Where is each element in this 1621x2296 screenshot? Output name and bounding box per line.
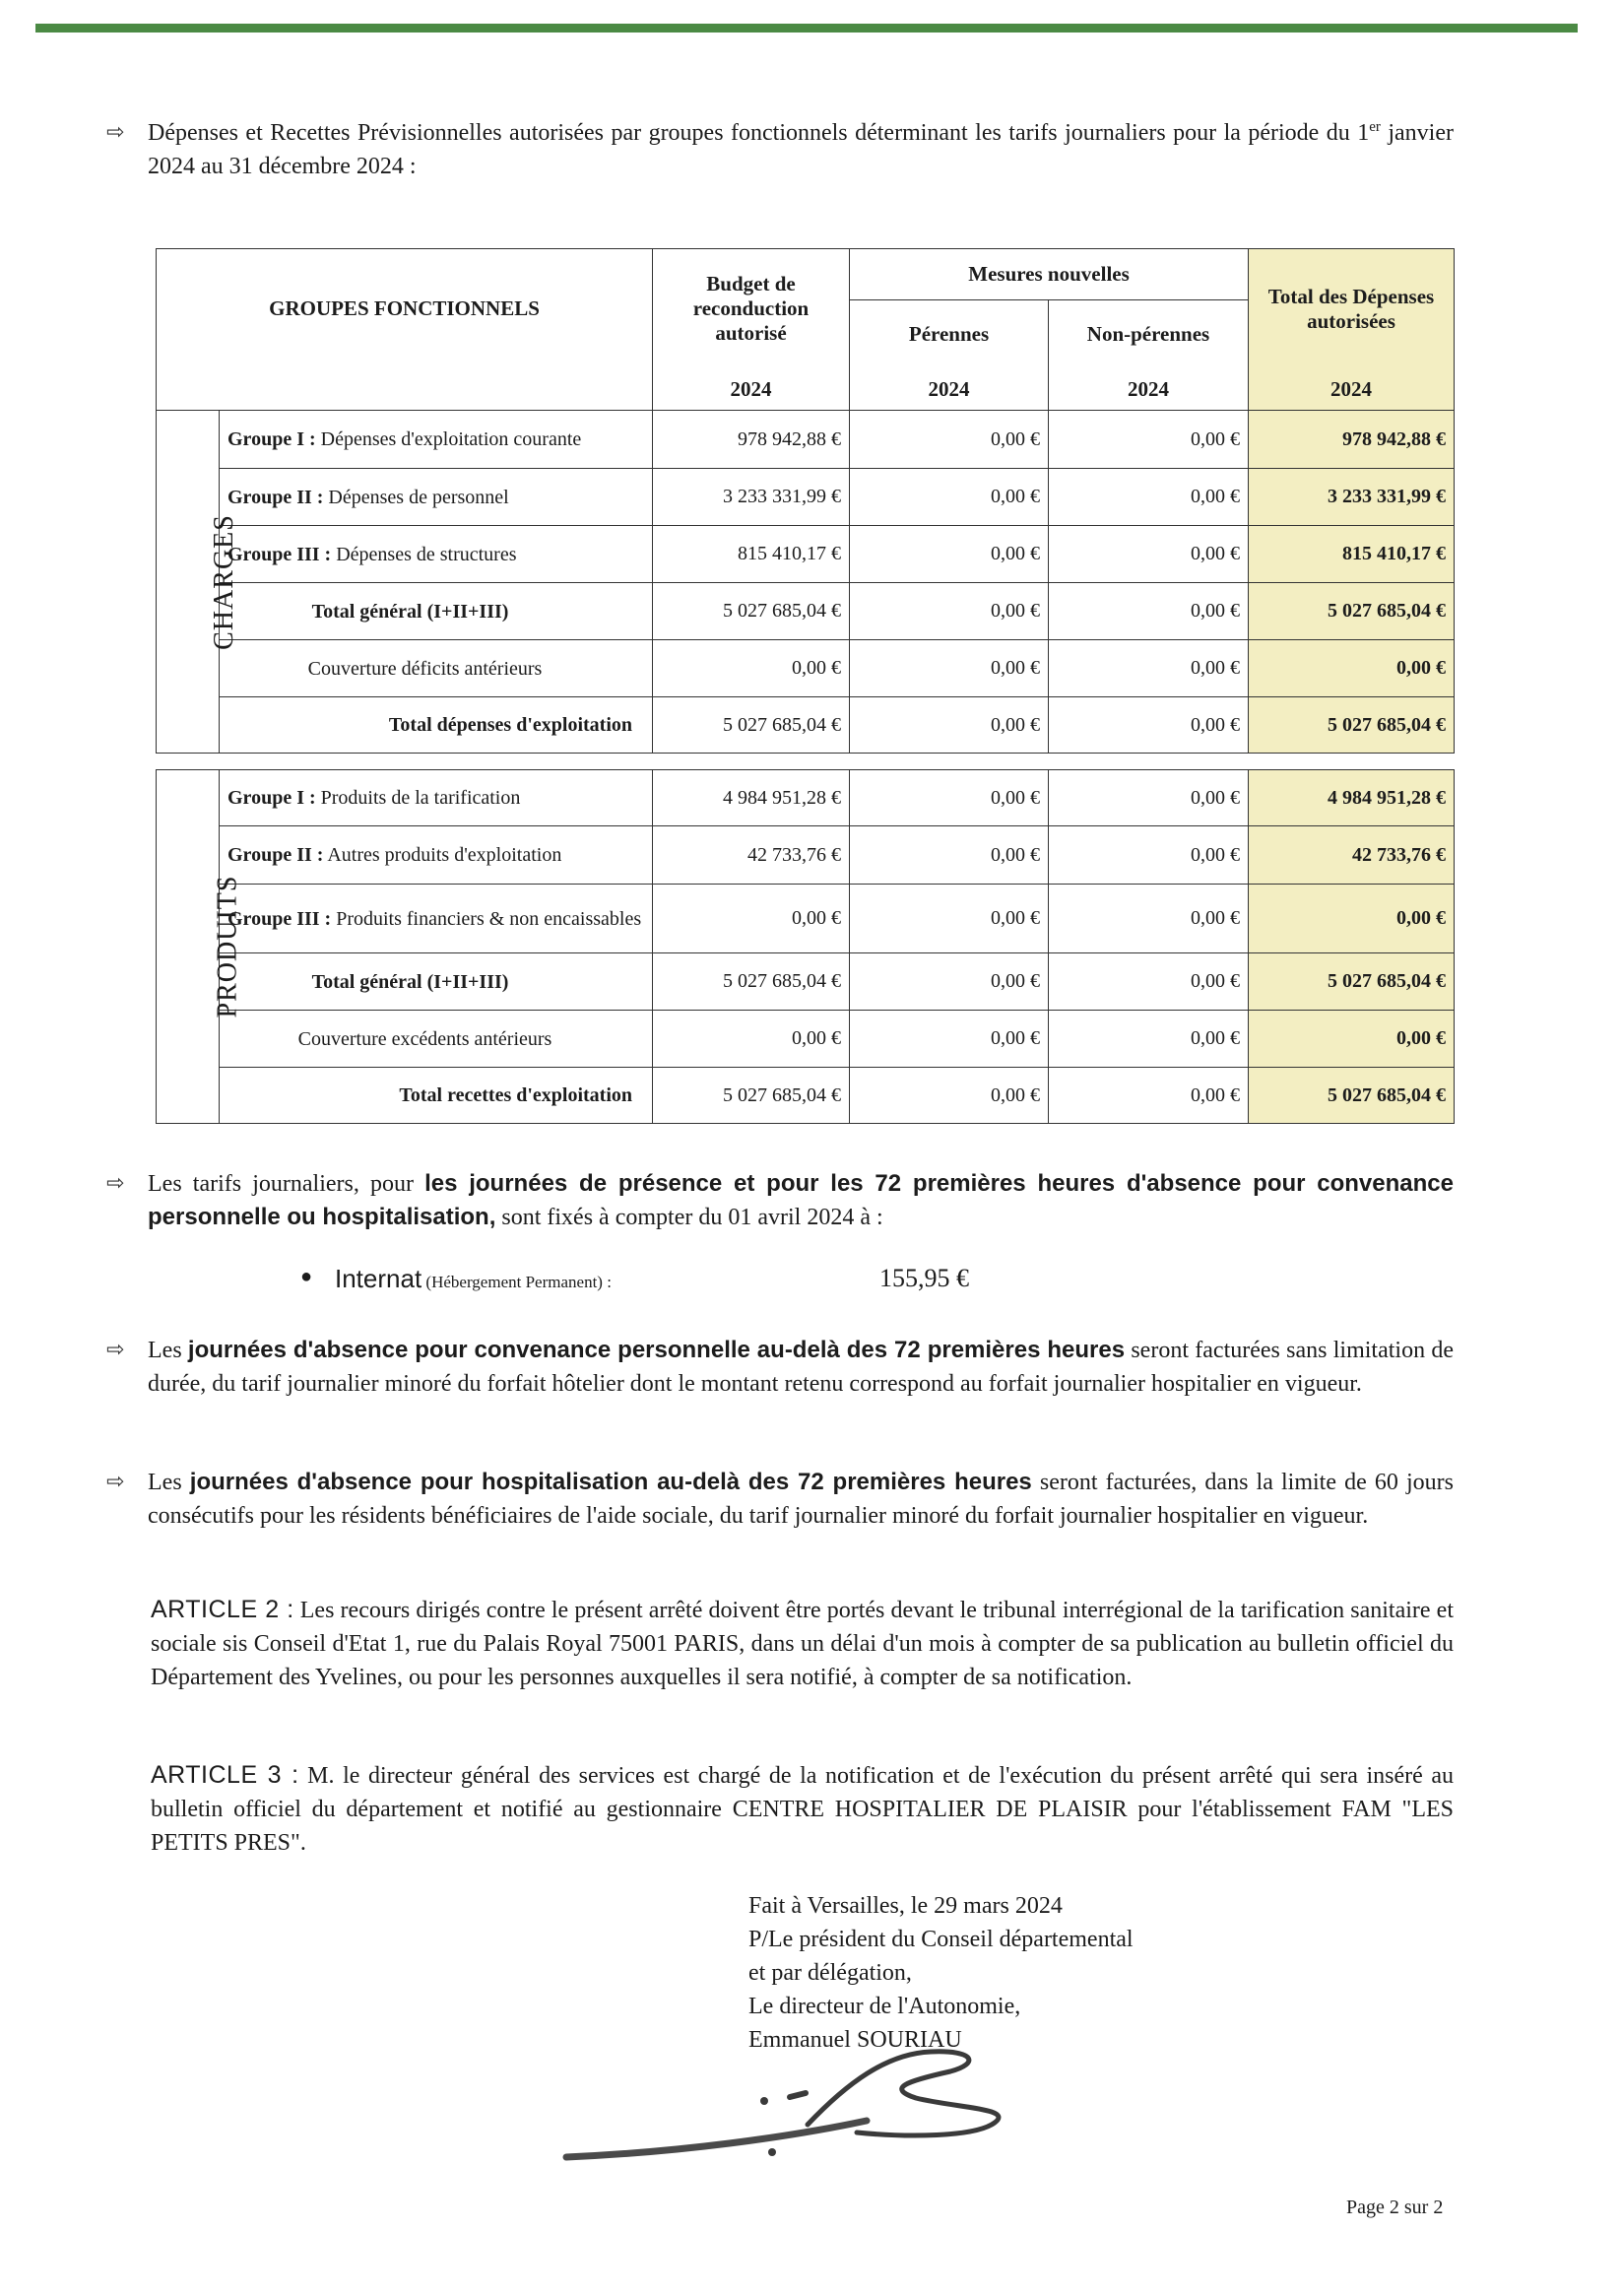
cell-total: 4 984 951,28 € (1249, 770, 1455, 826)
cell-per: 0,00 € (850, 826, 1049, 885)
row-label (220, 770, 653, 826)
row-label (220, 1068, 653, 1124)
signature-line-2: P/Le président du Conseil départemental (748, 1927, 1134, 1952)
cell-nonper: 0,00 € (1049, 411, 1249, 469)
arrow-right-icon: ⇨ (106, 1338, 125, 1362)
row-label-bold: Groupe I : (227, 428, 316, 450)
cell-per: 0,00 € (850, 526, 1049, 583)
signature-place-date: Fait à Versailles, le 29 mars 2024 (748, 1893, 1063, 1919)
handwritten-signature (561, 2044, 1024, 2172)
intro-paragraph (106, 116, 1454, 183)
row-label-text: Dépenses d'exploitation courante (315, 428, 582, 450)
absence2-bold: journées d'absence pour hospitalisation au-delà des 72 premières heures (189, 1469, 1032, 1495)
table-row (157, 640, 1455, 697)
cell-per: 0,00 € (850, 1068, 1049, 1124)
row-label (220, 885, 653, 953)
row-label (220, 953, 653, 1011)
cell-nonper: 0,00 € (1049, 1068, 1249, 1124)
row-label-text: Produits de la tarification (315, 787, 521, 809)
cell-total: 0,00 € (1249, 885, 1455, 953)
cell-per: 0,00 € (850, 770, 1049, 826)
row-label-bold: Groupe III : (227, 907, 332, 930)
cell-total: 0,00 € (1249, 640, 1455, 697)
signature-line-4: Le directeur de l'Autonomie, (748, 1994, 1021, 2019)
cell-nonper: 0,00 € (1049, 469, 1249, 526)
row-label-bold: Groupe II : (227, 486, 324, 508)
row-label-bold: Groupe I : (227, 787, 316, 809)
cell-total: 5 027 685,04 € (1249, 953, 1455, 1011)
absence1-pre: Les (148, 1338, 188, 1363)
table-row (157, 697, 1455, 754)
table-gap (157, 754, 1455, 770)
arrow-right-icon: ⇨ (106, 1470, 125, 1494)
row-label-text: Produits financiers & non encaissables (331, 907, 642, 930)
row-label-bold: Total dépenses d'exploitation (388, 714, 633, 736)
table-row (157, 826, 1455, 885)
article2-title: ARTICLE 2 : (151, 1596, 294, 1623)
page-number: Page 2 sur 2 (1346, 2197, 1444, 2218)
header-total-year: 2024 (1249, 369, 1455, 411)
cell-budget: 5 027 685,04 € (653, 1068, 850, 1124)
header-budget: Budget de reconduction autorisé (653, 249, 850, 369)
cell-budget: 4 984 951,28 € (653, 770, 850, 826)
cell-budget: 5 027 685,04 € (653, 953, 850, 1011)
row-label (220, 1011, 653, 1068)
absence1-bold: journées d'absence pour convenance personnelle au-delà des 72 premières heures (187, 1337, 1126, 1363)
row-label-text: Dépenses de personnel (323, 486, 509, 508)
absence1-post: seront facturées sans limitation de durée, du tarif journalier minoré du forfait hôtelier dont le montant retenu correspond au forfait journalier hospitalier en vigueur. (148, 1338, 1454, 1397)
internat-price: 155,95 € (879, 1264, 969, 1292)
cell-budget: 978 942,88 € (653, 411, 850, 469)
row-label-text: Couverture déficits antérieurs (307, 657, 543, 680)
absence2-pre: Les (148, 1470, 190, 1495)
cell-per: 0,00 € (850, 697, 1049, 754)
header-mesures: Mesures nouvelles (850, 249, 1249, 300)
cell-total: 5 027 685,04 € (1249, 1068, 1455, 1124)
cell-per: 0,00 € (850, 411, 1049, 469)
internat-line (300, 1264, 969, 1294)
header-budget-year: 2024 (653, 369, 850, 411)
arrow-right-icon: ⇨ (106, 1171, 125, 1196)
row-label (220, 526, 653, 583)
produits-section-label (157, 770, 243, 1124)
absence2-post: seront facturées, dans la limite de 60 jours consécutifs pour les résidents bénéficiaires de l'aide sociale, du tarif journalier minoré du forfait journalier hospitalier en vigueur. (148, 1470, 1454, 1529)
cell-nonper: 0,00 € (1049, 526, 1249, 583)
cell-per: 0,00 € (850, 469, 1049, 526)
tarifs-paragraph (106, 1167, 1454, 1234)
row-label-bold: Groupe II : (227, 844, 324, 866)
cell-budget: 5 027 685,04 € (653, 697, 850, 754)
cell-per: 0,00 € (850, 583, 1049, 640)
cell-budget: 815 410,17 € (653, 526, 850, 583)
charges-section-label (157, 411, 239, 754)
header-total: Total des Dépenses autorisées (1249, 249, 1455, 369)
budget-table (156, 248, 1455, 1124)
cell-per: 0,00 € (850, 1011, 1049, 1068)
cell-nonper: 0,00 € (1049, 826, 1249, 885)
cell-budget: 0,00 € (653, 1011, 850, 1068)
tarifs-bold: les journées de présence et pour les 72 premières heures d'absence pour convenance personnelle ou hospitalisation, (148, 1170, 1454, 1230)
absence1-paragraph (106, 1334, 1454, 1401)
cell-total: 0,00 € (1249, 1011, 1455, 1068)
signature-line-3: et par délégation, (748, 1960, 912, 1986)
row-label (220, 826, 653, 885)
row-label (220, 583, 653, 640)
header-groupes-year (157, 369, 653, 411)
signature-name: Emmanuel SOURIAU (748, 2027, 962, 2053)
article3-title: ARTICLE 3 : (151, 1761, 299, 1789)
intro-sup: er (1369, 119, 1381, 135)
cell-budget: 5 027 685,04 € (653, 583, 850, 640)
cell-total: 5 027 685,04 € (1249, 697, 1455, 754)
cell-total: 978 942,88 € (1249, 411, 1455, 469)
header-nonperennes-year: 2024 (1049, 369, 1249, 411)
budget-table-wrapper (156, 248, 1454, 1124)
cell-budget: 0,00 € (653, 640, 850, 697)
cell-nonper: 0,00 € (1049, 1011, 1249, 1068)
cell-total: 815 410,17 € (1249, 526, 1455, 583)
article3-paragraph (151, 1758, 1454, 1860)
article2-text: Les recours dirigés contre le présent arrêté doivent être portés devant le tribunal interrégional de la tarification sanitaire et sociale sis Conseil d'Etat 1, rue du Palais Royal 75001 PARIS, dans un délai d'un mois à compter de sa publication au bulletin officiel du Département des Yvelines, ou pour les personnes auxquelles il sera notifié, à compter de sa notification. (151, 1598, 1454, 1690)
cell-nonper: 0,00 € (1049, 885, 1249, 953)
cell-total: 3 233 331,99 € (1249, 469, 1455, 526)
row-label (220, 640, 653, 697)
cell-total: 5 027 685,04 € (1249, 583, 1455, 640)
row-label-text: Autres produits d'exploitation (323, 844, 562, 866)
arrow-right-icon: ⇨ (106, 120, 125, 145)
row-label-bold: Total général (I+II+III) (311, 600, 509, 623)
table-row (157, 770, 1455, 826)
row-label-text: Couverture excédents antérieurs (297, 1027, 552, 1050)
table-row (157, 1011, 1455, 1068)
row-label (220, 697, 653, 754)
cell-nonper: 0,00 € (1049, 697, 1249, 754)
cell-nonper: 0,00 € (1049, 640, 1249, 697)
table-gap-cell (157, 754, 1455, 770)
row-label-bold: Total recettes d'exploitation (399, 1084, 633, 1106)
cell-nonper: 0,00 € (1049, 583, 1249, 640)
table-row (157, 953, 1455, 1011)
cell-nonper: 0,00 € (1049, 770, 1249, 826)
bullet-icon: ● (300, 1266, 313, 1287)
intro-text: Dépenses et Recettes Prévisionnelles autorisées par groupes fonctionnels déterminant les tarifs journaliers pour la période du 1 (148, 120, 1370, 146)
signature-block (748, 1889, 1134, 2057)
internat-label: Internat (335, 1264, 422, 1293)
produits-label-text: PRODUITS (212, 875, 243, 1018)
cell-per: 0,00 € (850, 885, 1049, 953)
row-label (220, 469, 653, 526)
cell-total: 42 733,76 € (1249, 826, 1455, 885)
intro-text-end: janvier 2024 au 31 décembre 2024 : (148, 120, 1454, 179)
cell-nonper: 0,00 € (1049, 953, 1249, 1011)
cell-budget: 3 233 331,99 € (653, 469, 850, 526)
tarifs-text-end: sont fixés à compter du 01 avril 2024 à : (495, 1205, 883, 1230)
header-perennes: Pérennes (850, 300, 1049, 369)
top-green-rule (35, 24, 1578, 33)
cell-budget: 0,00 € (653, 885, 850, 953)
row-label-bold: Groupe III : (227, 543, 332, 565)
header-nonperennes: Non-pérennes (1049, 300, 1249, 369)
table-row (157, 1068, 1455, 1124)
internat-sub: (Hébergement Permanent) : (421, 1273, 612, 1291)
charges-label-text: CHARGES (208, 513, 239, 650)
table-row (157, 583, 1455, 640)
tarifs-text: Les tarifs journaliers, pour (148, 1171, 425, 1197)
cell-budget: 42 733,76 € (653, 826, 850, 885)
absence2-paragraph (106, 1466, 1454, 1533)
cell-per: 0,00 € (850, 640, 1049, 697)
table-row (157, 885, 1455, 953)
header-perennes-year: 2024 (850, 369, 1049, 411)
row-label-bold: Total général (I+II+III) (311, 970, 509, 993)
table-row (157, 411, 1455, 469)
article2-paragraph (151, 1593, 1454, 1694)
cell-per: 0,00 € (850, 953, 1049, 1011)
row-label (220, 411, 653, 469)
table-row (157, 469, 1455, 526)
header-groupes: GROUPES FONCTIONNELS (157, 249, 653, 369)
article3-text: M. le directeur général des services est chargé de la notification et de l'exécution du présent arrêté qui sera inséré au bulletin officiel du département et notifié au gestionnaire CENTRE HOSPITALIER DE PLAISIR pour l'établissement FAM "LES PETITS PRES". (151, 1763, 1455, 1856)
table-row (157, 526, 1455, 583)
row-label-text: Dépenses de structures (331, 543, 517, 565)
